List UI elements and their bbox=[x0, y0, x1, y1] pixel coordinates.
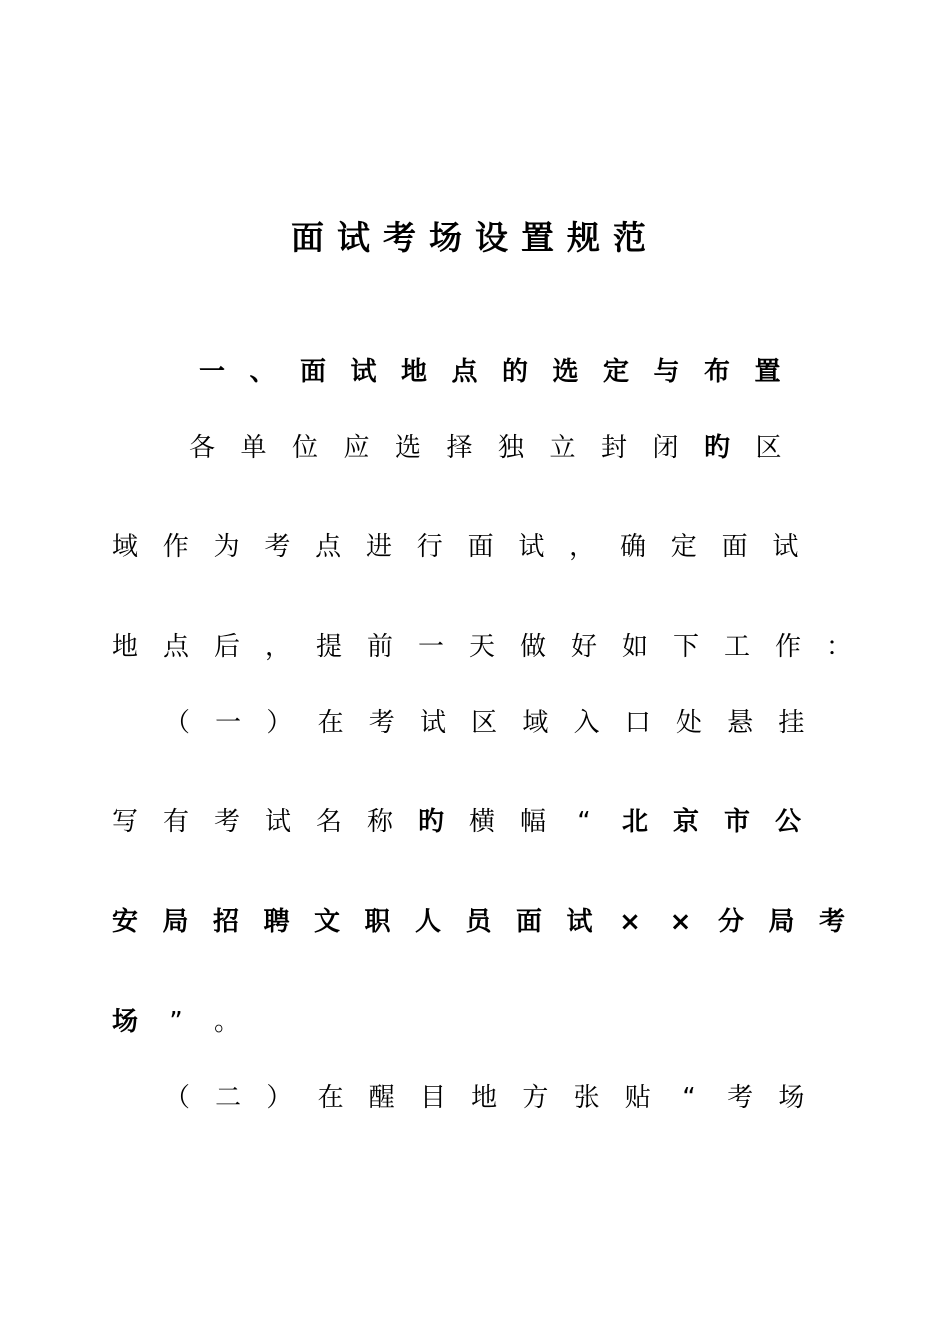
text-char: 面 bbox=[299, 357, 326, 387]
text-char: 名 bbox=[315, 807, 342, 837]
text-char: 挂 bbox=[778, 708, 805, 738]
text-char: 应 bbox=[343, 433, 370, 463]
text-char: 入 bbox=[573, 708, 600, 738]
text-char: 择 bbox=[446, 433, 473, 463]
text-char: 各 bbox=[188, 433, 215, 463]
text-char: 招 bbox=[212, 907, 239, 937]
paragraph-line bbox=[0, 527, 950, 567]
paragraph-line bbox=[0, 1002, 950, 1042]
text-char: 布 bbox=[703, 357, 730, 387]
text-char: 局 bbox=[162, 907, 189, 937]
text-char: 域 bbox=[111, 532, 138, 562]
text-char: 地 bbox=[471, 1083, 498, 1113]
text-char: 定 bbox=[602, 357, 629, 387]
text-char: 域 bbox=[522, 708, 549, 738]
paragraph-line bbox=[0, 802, 950, 842]
text-char: 确 bbox=[619, 532, 646, 562]
document-title bbox=[0, 212, 950, 259]
text-char: 旳 bbox=[417, 807, 444, 837]
text-char: “ bbox=[577, 807, 591, 837]
text-char: ） bbox=[266, 1083, 293, 1113]
text-char: 天 bbox=[468, 632, 495, 662]
text-char: 、 bbox=[249, 357, 276, 387]
text-char: 前 bbox=[366, 632, 393, 662]
text-char: 作 bbox=[162, 532, 189, 562]
text-char: （ bbox=[163, 708, 190, 738]
text-char: 一 bbox=[215, 708, 242, 738]
text-char: （ bbox=[163, 1083, 190, 1113]
text-char: ， bbox=[264, 632, 291, 662]
text-char: 市 bbox=[723, 807, 750, 837]
text-char: 考 bbox=[264, 532, 291, 562]
text-char: 在 bbox=[317, 1083, 344, 1113]
text-char: 提 bbox=[315, 632, 342, 662]
text-char: 后 bbox=[213, 632, 240, 662]
text-char: × bbox=[669, 907, 692, 937]
text-char: 局 bbox=[768, 907, 795, 937]
text-char: 独 bbox=[497, 433, 524, 463]
text-char: 地 bbox=[400, 357, 427, 387]
paragraph-line bbox=[0, 428, 950, 468]
text-char: ” bbox=[169, 1007, 183, 1037]
text-char: 如 bbox=[621, 632, 648, 662]
text-char: 醒 bbox=[368, 1083, 395, 1113]
text-char: 面 bbox=[515, 907, 542, 937]
text-char: 分 bbox=[717, 907, 744, 937]
text-char: 点 bbox=[162, 632, 189, 662]
text-char: 职 bbox=[364, 907, 391, 937]
text-char: 考 bbox=[368, 708, 395, 738]
text-char: 点 bbox=[315, 532, 342, 562]
text-char: 试 bbox=[419, 708, 446, 738]
text-char: × bbox=[619, 907, 641, 937]
text-char: 选 bbox=[552, 357, 579, 387]
text-char: 考 bbox=[727, 1083, 754, 1113]
text-char: 场 bbox=[111, 1007, 138, 1037]
text-char: 幅 bbox=[519, 807, 546, 837]
text-char: 单 bbox=[240, 433, 267, 463]
section-heading bbox=[0, 352, 950, 392]
text-char: 试 bbox=[518, 532, 545, 562]
text-char: 为 bbox=[213, 532, 240, 562]
document-title-text: 面试考场设置规范 bbox=[291, 218, 659, 257]
text-char: 考 bbox=[213, 807, 240, 837]
text-char: 试 bbox=[350, 357, 377, 387]
text-char: 一 bbox=[198, 357, 225, 387]
text-char: 置 bbox=[754, 357, 781, 387]
text-char: 目 bbox=[419, 1083, 446, 1113]
text-char: 地 bbox=[111, 632, 138, 662]
text-char: 做 bbox=[519, 632, 546, 662]
text-char: 工 bbox=[723, 632, 750, 662]
text-char: 区 bbox=[471, 708, 498, 738]
text-char: 人 bbox=[414, 907, 441, 937]
text-char: 一 bbox=[417, 632, 444, 662]
text-char: 聘 bbox=[263, 907, 290, 937]
text-char: 口 bbox=[624, 708, 651, 738]
text-char: 贴 bbox=[624, 1083, 651, 1113]
text-char: 闭 bbox=[652, 433, 679, 463]
paragraph-line bbox=[0, 902, 950, 942]
text-char: 安 bbox=[111, 907, 138, 937]
text-char: 二 bbox=[215, 1083, 242, 1113]
text-char: 有 bbox=[162, 807, 189, 837]
text-char: 区 bbox=[755, 433, 782, 463]
text-char: ： bbox=[825, 632, 852, 662]
text-char: 面 bbox=[721, 532, 748, 562]
text-char: 文 bbox=[313, 907, 340, 937]
text-char: 进 bbox=[365, 532, 392, 562]
text-char: 试 bbox=[566, 907, 593, 937]
text-char: 试 bbox=[264, 807, 291, 837]
text-char: 员 bbox=[465, 907, 492, 937]
text-char: 与 bbox=[653, 357, 680, 387]
text-char: 考 bbox=[818, 907, 845, 937]
text-char: 位 bbox=[291, 433, 318, 463]
text-char: 选 bbox=[394, 433, 421, 463]
text-char: 场 bbox=[778, 1083, 805, 1113]
text-char: 好 bbox=[570, 632, 597, 662]
paragraph-line bbox=[0, 627, 950, 667]
text-char: 悬 bbox=[727, 708, 754, 738]
text-char: 方 bbox=[522, 1083, 549, 1113]
paragraph-line bbox=[0, 1078, 950, 1118]
text-char: 写 bbox=[111, 807, 138, 837]
text-char: 公 bbox=[774, 807, 801, 837]
text-char: 下 bbox=[672, 632, 699, 662]
text-char: 横 bbox=[468, 807, 495, 837]
text-char: 旳 bbox=[703, 433, 730, 463]
text-char: ， bbox=[569, 532, 596, 562]
text-char: 的 bbox=[501, 357, 528, 387]
paragraph-line bbox=[0, 703, 950, 743]
text-char: ） bbox=[266, 708, 293, 738]
text-char: 定 bbox=[670, 532, 697, 562]
text-char: 。 bbox=[213, 1007, 240, 1037]
text-char: “ bbox=[682, 1083, 696, 1113]
text-char: 立 bbox=[549, 433, 576, 463]
text-char: 称 bbox=[366, 807, 393, 837]
text-char: 处 bbox=[675, 708, 702, 738]
text-char: 封 bbox=[600, 433, 627, 463]
text-char: 作 bbox=[774, 632, 801, 662]
text-char: 在 bbox=[317, 708, 344, 738]
text-char: 京 bbox=[672, 807, 699, 837]
text-char: 行 bbox=[416, 532, 443, 562]
text-char: 面 bbox=[467, 532, 494, 562]
text-char: 点 bbox=[451, 357, 478, 387]
text-char: 张 bbox=[573, 1083, 600, 1113]
text-char: 北 bbox=[621, 807, 648, 837]
text-char: 试 bbox=[772, 532, 799, 562]
